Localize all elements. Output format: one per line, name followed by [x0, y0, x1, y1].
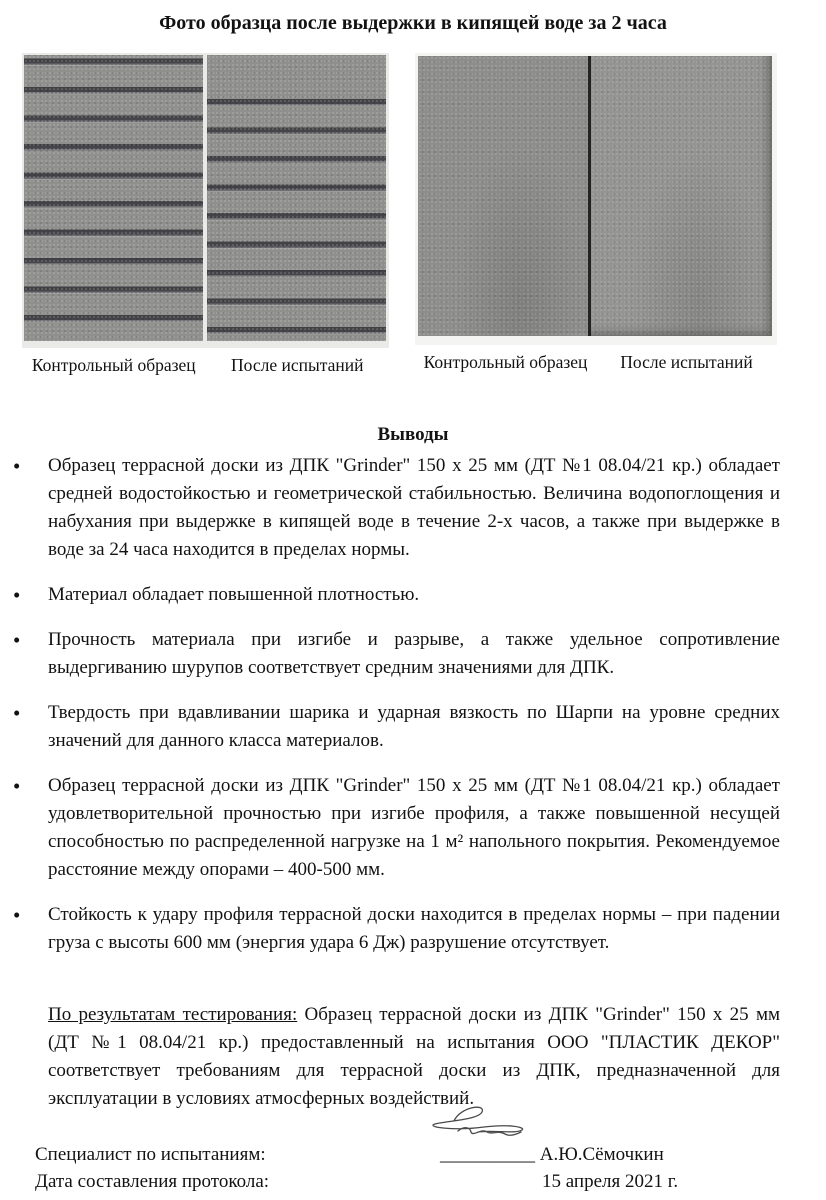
signature-row-date [0, 1168, 826, 1195]
summary-text: Образец террасной доски из ДПК "Grinder" 150 х 25 мм (ДТ №1 08.04/21 кр.) предоставленный на испытания ООО "ПЛАСТИК ДЕКОР" соответствует требованиям для террасной доски из ДПК, предназначенной для эксплуатации в условиях атмосферных воздействий. [48, 1004, 781, 1109]
conclusion-text: Прочность материала при изгибе и разрыве, а также удельное сопротивление выдергиванию шурупов соответствует средним значениями для ДПК. [48, 629, 780, 678]
caption-after-test: После испытаний [231, 355, 364, 375]
caption-control-sample: Контрольный образец [31, 355, 196, 375]
conclusions-list [0, 452, 826, 957]
signature-line: __________ [440, 1144, 535, 1165]
summary-lead-underlined: По результатам тестирования: [48, 1004, 298, 1025]
bullet-icon [13, 452, 20, 482]
caption-control-sample: Контрольный образец [423, 352, 588, 372]
photo-flat-samples [415, 53, 777, 345]
photo-captions [415, 352, 777, 373]
bullet-icon [13, 581, 20, 611]
bullet-icon [13, 772, 20, 802]
flat-board-control [418, 56, 588, 336]
conclusion-item [0, 699, 826, 755]
conclusion-text: Образец террасной доски из ДПК "Grinder" 150 х 25 мм (ДТ №1 08.04/21 кр.) обладает удовлетворительной прочностью при изгибе профиля, а также повышенной несущей способностью по распределенной нагрузке на 1 м² напольного покрытия. Рекомендуемое расстояние между опорами – 400-500 мм. [48, 775, 780, 880]
bullet-icon [13, 626, 20, 656]
caption-after-test: После испытаний [620, 352, 753, 372]
signature-row-specialist [0, 1141, 826, 1168]
figure-flat-samples [415, 53, 777, 373]
figure-grooved-samples [22, 53, 389, 376]
specialist-label: Специалист по испытаниям: [35, 1144, 266, 1165]
protocol-date-label: Дата составления протокола: [35, 1171, 270, 1192]
bullet-icon [13, 901, 20, 931]
conclusion-text: Твердость при вдавливании шарика и ударная вязкость по Шарпи на уровне средних значений для данного класса материалов. [48, 702, 780, 751]
conclusions-heading: Выводы [377, 424, 449, 445]
signature-value [440, 1141, 664, 1168]
protocol-date-value: 15 апреля 2021 г. [542, 1171, 679, 1192]
flat-board-tested [591, 56, 772, 336]
signature-scribble [420, 1101, 538, 1145]
conclusion-text: Материал обладает повышенной плотностью. [48, 584, 420, 605]
page-title: Фото образца после выдержки в кипящей воде за 2 часа [159, 12, 667, 34]
photo-grooved-samples [22, 53, 389, 348]
signature-block [0, 1141, 826, 1195]
grooved-board-tested [207, 55, 386, 341]
photo-captions [22, 355, 389, 376]
conclusion-text: Стойкость к удару профиля террасной доски находится в пределах нормы – при падении груза с высоты 600 мм (энергия удара 6 Дж) разрушение отсутствует. [48, 904, 780, 953]
conclusion-item [0, 901, 826, 957]
grooved-board-control [24, 55, 203, 341]
conclusion-item [0, 626, 826, 682]
bullet-icon [13, 699, 20, 729]
conclusion-item [0, 581, 826, 609]
specialist-name: А.Ю.Сёмочкин [539, 1144, 664, 1165]
conclusion-item [0, 452, 826, 564]
conclusion-item [0, 772, 826, 884]
summary-paragraph [48, 1001, 780, 1113]
conclusion-text: Образец террасной доски из ДПК "Grinder" 150 х 25 мм (ДТ №1 08.04/21 кр.) обладает средней водостойкостью и геометрической стабильностью. Величина водопоглощения и набухания при выдержке в кипящей воде в течение 2-х часов, а также при выдержке в воде за 24 часа находится в пределах нормы. [48, 455, 780, 560]
photos-row [22, 53, 777, 376]
